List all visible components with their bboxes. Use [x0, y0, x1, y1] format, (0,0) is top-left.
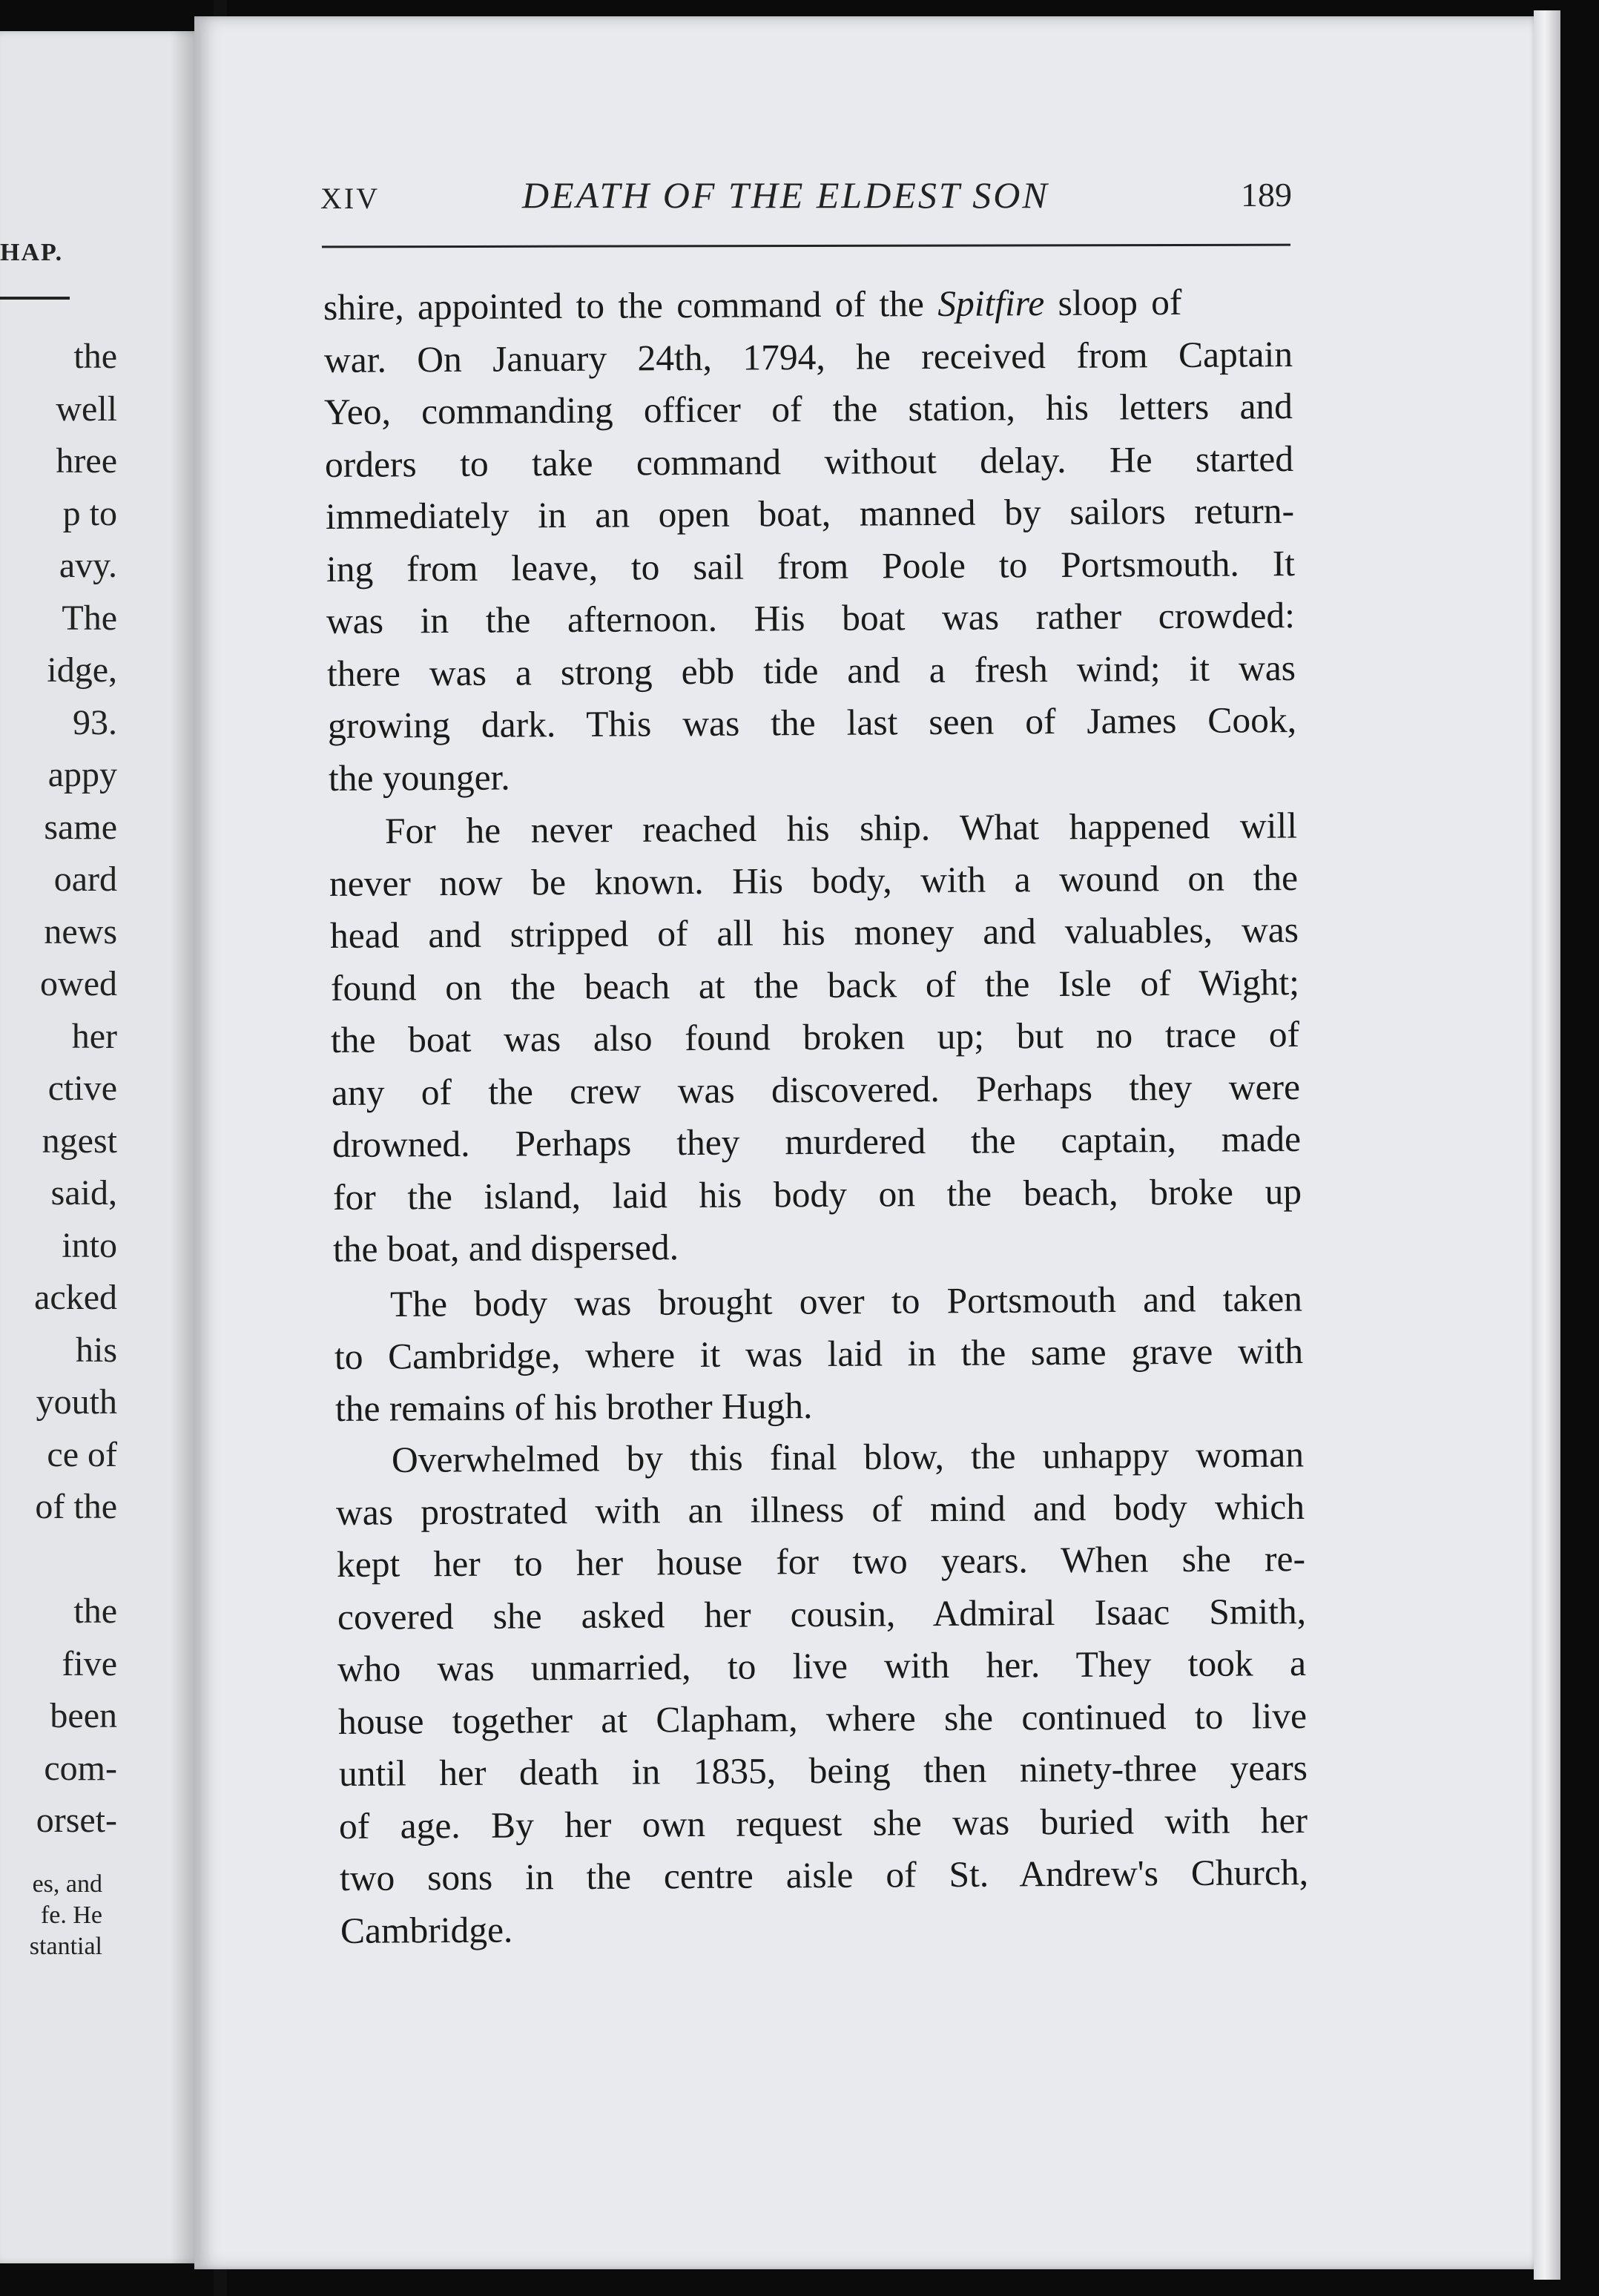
- left-page-line: avy.: [59, 546, 117, 585]
- left-page-line: of the: [35, 1487, 117, 1526]
- left-page-line: p to: [62, 493, 117, 533]
- left-page-line: oard: [53, 860, 117, 899]
- left-page-line: ce of: [47, 1434, 117, 1474]
- text-line: Overwhelmed by this final blow, the unhappy woman: [392, 1434, 1305, 1480]
- text-line: house together at Clapham, where she continued to live: [337, 1695, 1308, 1742]
- text-line: orders to take command without delay. He started: [325, 438, 1294, 485]
- text-line: the younger.: [328, 756, 510, 799]
- chapter-number: XIV: [320, 182, 380, 215]
- text-line: to Cambridge, where it was laid in the same grave with: [334, 1330, 1303, 1377]
- text-line: until her death in 1835, being then ninety-three years: [338, 1747, 1308, 1794]
- left-page-line: been: [50, 1696, 117, 1735]
- left-page-line: said,: [50, 1173, 117, 1213]
- text-line: who was unmarried, to live with her. They took a: [337, 1643, 1307, 1689]
- left-page-line: appy: [47, 755, 117, 794]
- text-line: The body was brought over to Portsmouth and taken: [389, 1278, 1303, 1325]
- ship-name-italic: Spitfire: [937, 283, 1045, 324]
- left-page-line: ctive: [47, 1069, 117, 1108]
- text-run: sloop of: [1044, 281, 1182, 324]
- left-footnote-line: fe. He: [40, 1901, 102, 1929]
- left-page-line: The: [62, 598, 117, 638]
- left-footnote-line: stantial: [29, 1933, 102, 1960]
- left-page-line: news: [44, 911, 117, 951]
- left-page-header: HAP.: [0, 239, 64, 266]
- left-page-line: her: [71, 1016, 117, 1056]
- text-line: found on the beach at the back of the Isle of Wight;: [330, 961, 1299, 1009]
- left-page-line: orset-: [36, 1801, 117, 1840]
- text-line: the boat was also found broken up; but no trace of: [331, 1014, 1300, 1060]
- text-line: drowned. Perhaps they murdered the captain, made: [332, 1118, 1301, 1165]
- text-line: was prostrated with an illness of mind and body which: [335, 1485, 1305, 1533]
- running-title: DEATH OF THE ELDEST SON: [522, 174, 1049, 216]
- text-line: growing dark. This was the last seen of James Cook,: [327, 699, 1297, 746]
- text-line: two sons in the centre aisle of St. Andrew's Church,: [340, 1852, 1309, 1899]
- left-page-line: com-: [44, 1748, 117, 1788]
- left-page-line: the: [73, 1591, 117, 1631]
- text-line: For he never reached his ship. What happened will: [385, 805, 1298, 851]
- text-line: immediately in an open boat, manned by sailors return-: [325, 490, 1295, 537]
- text-line: Yeo, commanding officer of the station, his letters and: [324, 386, 1293, 432]
- left-page-line: into: [62, 1225, 117, 1265]
- left-page-line: same: [44, 807, 117, 847]
- text-line: kept her to her house for two years. When she re-: [336, 1538, 1305, 1585]
- text-line: covered she asked her cousin, Admiral Isaac Smith,: [337, 1590, 1306, 1637]
- left-page-line: acked: [34, 1278, 117, 1317]
- text-line: war. On January 24th, 1794, he received from Captain: [323, 333, 1293, 380]
- left-page-line: idge,: [47, 650, 117, 690]
- text-line: there was a strong ebb tide and a fresh wind; it was: [327, 647, 1296, 694]
- text-line: the boat, and dispersed.: [333, 1227, 679, 1270]
- left-page-line: the: [73, 337, 117, 376]
- text-line: any of the crew was discovered. Perhaps they were: [331, 1066, 1301, 1113]
- text-line: for the island, laid his body on the beach, broke up: [332, 1170, 1302, 1218]
- text-line: [323, 276, 1292, 334]
- left-footnote-line: es, and: [32, 1870, 102, 1898]
- text-line: head and stripped of all his money and valuables, was: [329, 909, 1299, 956]
- text-run: shire, appointed to the command of the: [323, 283, 938, 328]
- text-line: never now be known. His body, with a wound on the: [329, 857, 1299, 904]
- text-line: the remains of his brother Hugh.: [334, 1385, 813, 1429]
- left-page-line: well: [56, 389, 117, 429]
- left-page-line: owed: [40, 964, 117, 1003]
- text-line: Cambridge.: [340, 1909, 513, 1951]
- left-page-line: ngest: [42, 1121, 117, 1161]
- text-line: of age. By her own request she was buried with her: [339, 1799, 1308, 1847]
- page-number: 189: [1241, 176, 1292, 214]
- left-page-line: hree: [56, 441, 117, 481]
- text-line: was in the afternoon. His boat was rather crowded:: [326, 595, 1296, 641]
- left-page-line: youth: [36, 1382, 117, 1422]
- text-line: ing from leave, to sail from Poole to Portsmouth. It: [326, 542, 1295, 590]
- left-page-line: five: [62, 1643, 117, 1683]
- left-page-line: 93.: [73, 702, 117, 742]
- left-page-line: his: [75, 1330, 117, 1370]
